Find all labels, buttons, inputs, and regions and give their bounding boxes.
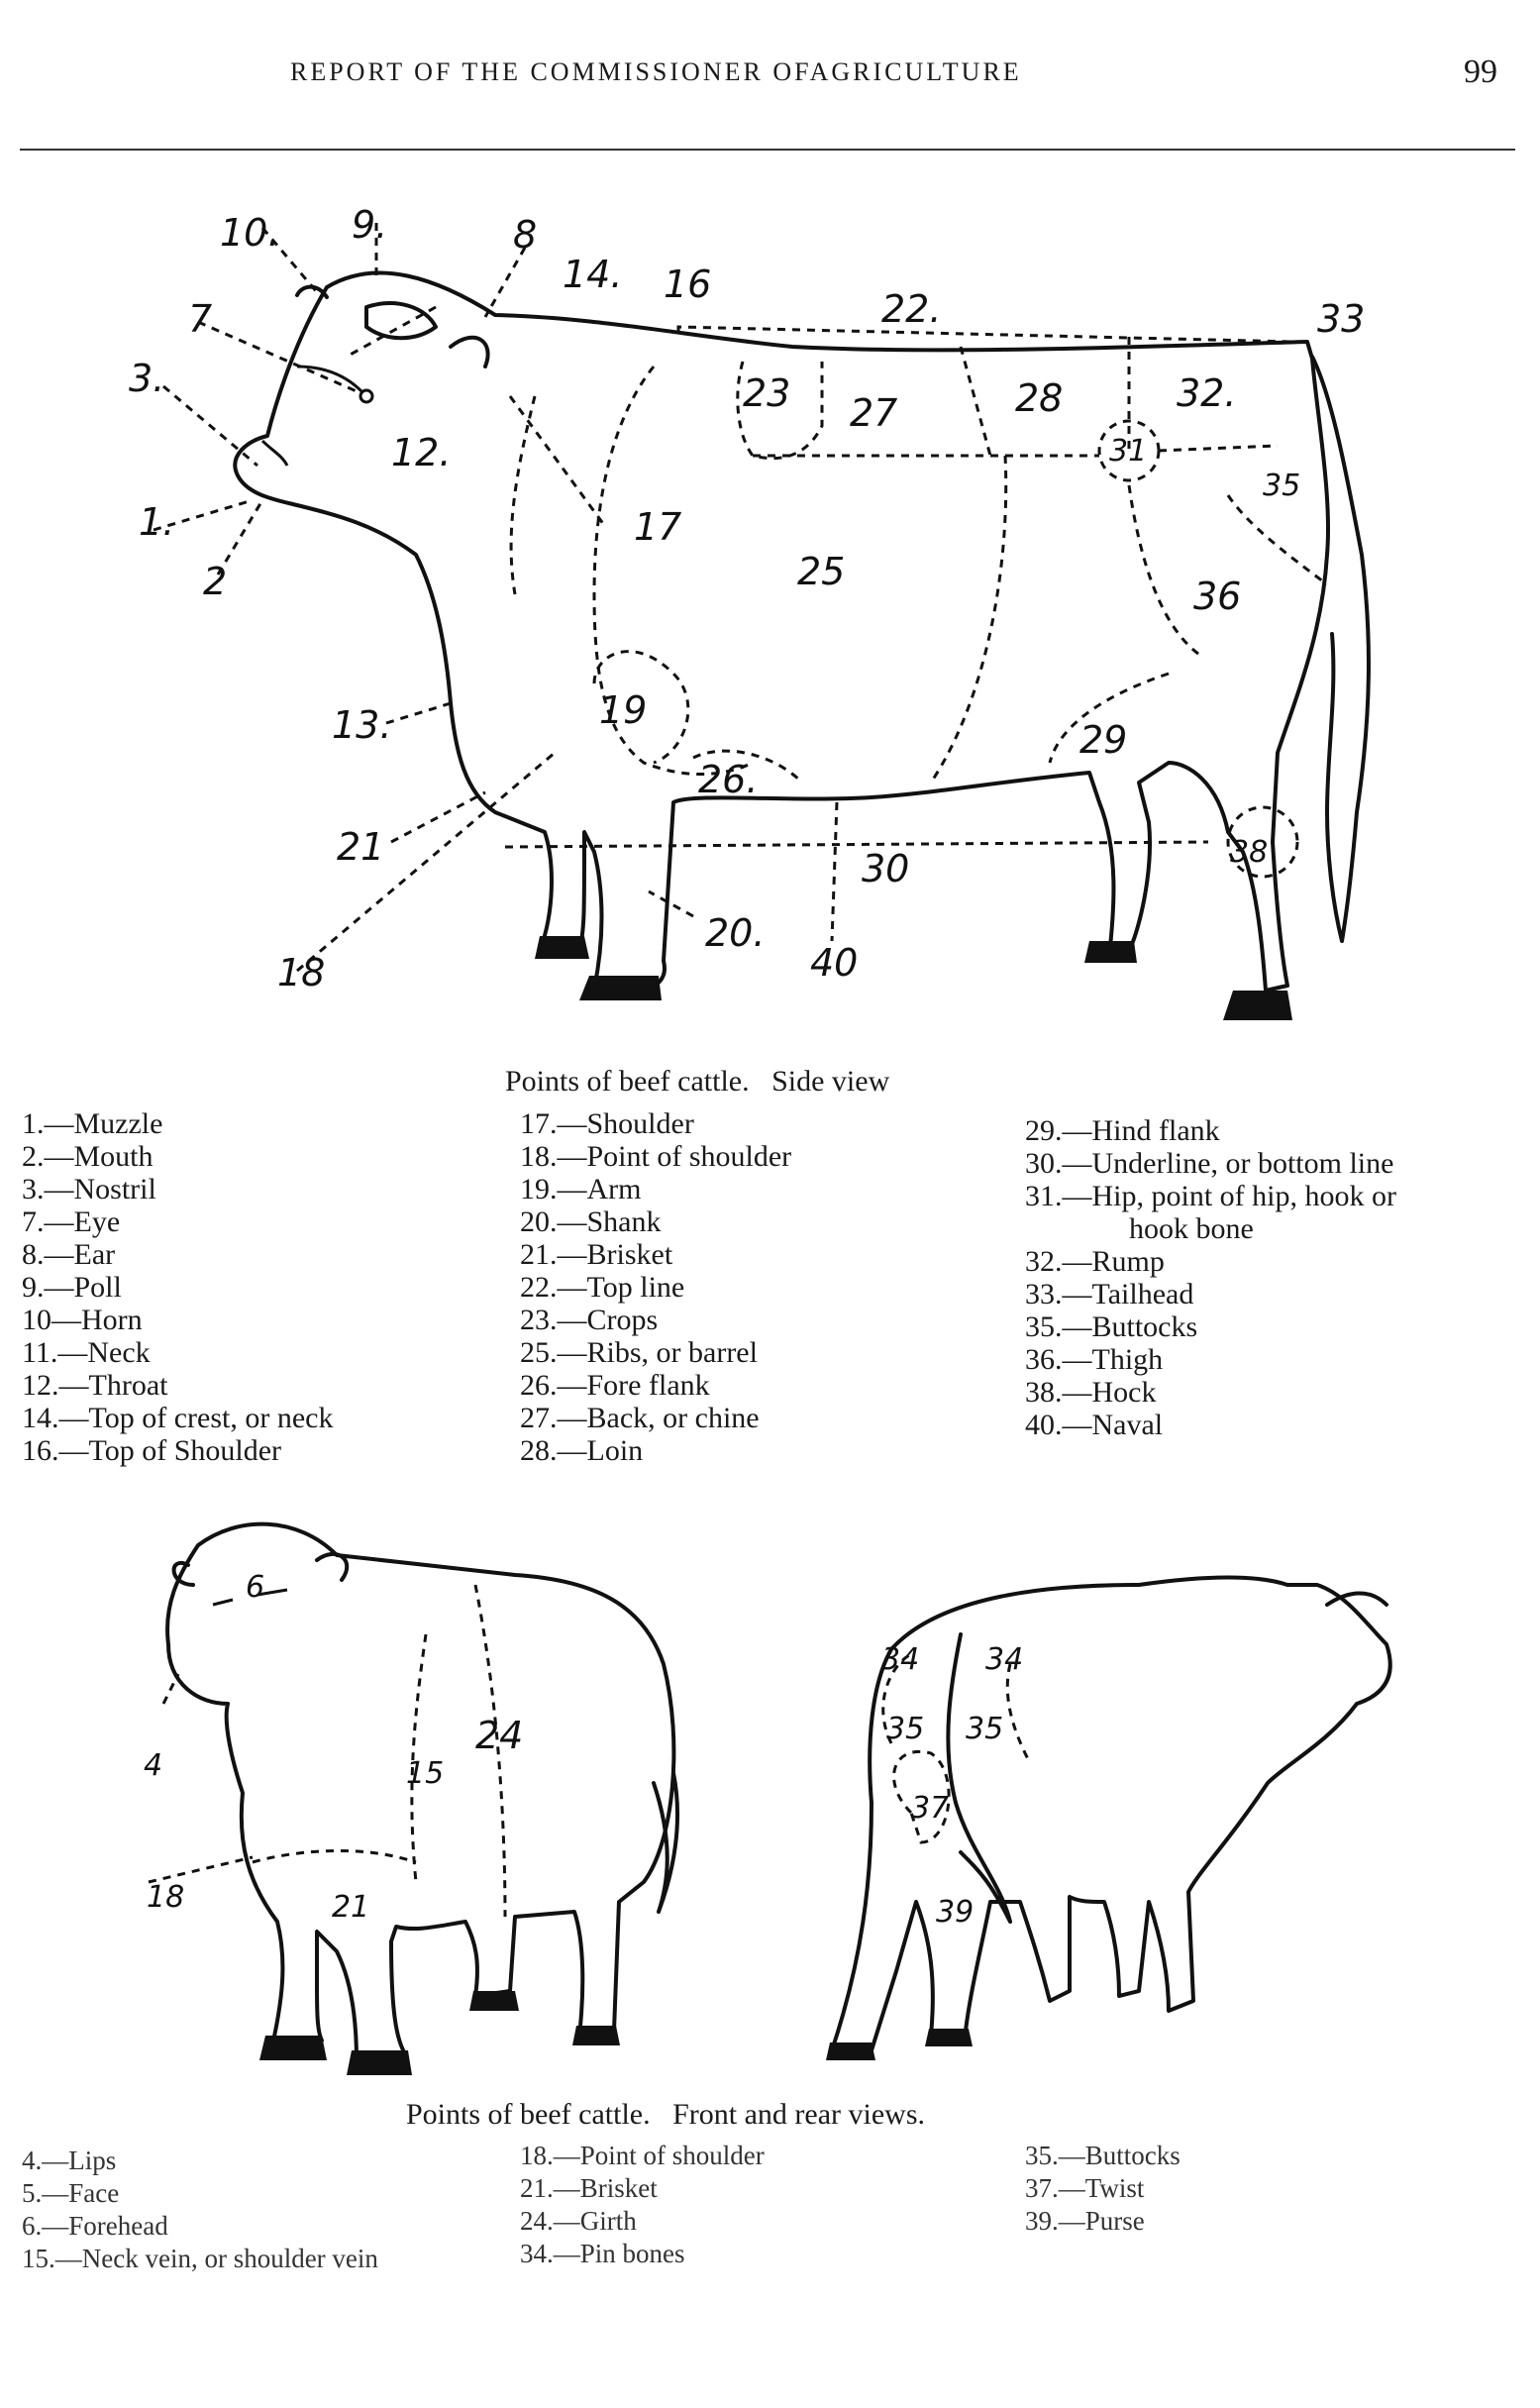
callout-25: 25 xyxy=(797,550,846,593)
legend-item: 29.—Hind flank xyxy=(1025,1114,1220,1147)
legend-item: 40.—Naval xyxy=(1025,1409,1164,1441)
side-legend-col1 xyxy=(22,1107,333,1467)
callout-23: 23 xyxy=(743,371,791,415)
legend-item: 26.—Fore flank xyxy=(520,1369,710,1402)
callout-36: 36 xyxy=(1193,575,1242,618)
callout-21-front: 21 xyxy=(332,1890,370,1925)
legend-item: 16.—Top of Shoulder xyxy=(22,1434,282,1467)
callout-10: 10. xyxy=(220,211,280,255)
legend-item: 20.—Shank xyxy=(520,1205,662,1238)
legend-item: 35.—Buttocks xyxy=(1025,2141,1181,2170)
callout-15: 15 xyxy=(406,1756,445,1791)
callout-12: 12. xyxy=(391,431,452,474)
legend-item: 8.—Ear xyxy=(22,1238,116,1271)
legend-item: 3.—Nostril xyxy=(22,1173,156,1205)
legend-item: 32.—Rump xyxy=(1025,1245,1165,1278)
callout-22: 22. xyxy=(881,287,942,331)
legend-item: 12.—Throat xyxy=(22,1369,168,1402)
legend-item: 4.—Lips xyxy=(22,2146,117,2175)
legend-item: 11.—Neck xyxy=(22,1336,151,1369)
legend-item: 14.—Top of crest, or neck xyxy=(22,1402,334,1434)
front-rear-caption: Points of beef cattle. Front and rear views. xyxy=(406,2098,926,2131)
side-legend-col2 xyxy=(520,1107,791,1467)
callout-21: 21 xyxy=(337,825,385,869)
callout-32: 32. xyxy=(1177,371,1237,415)
callout-37: 37 xyxy=(911,1791,950,1826)
callout-14: 14. xyxy=(563,253,623,296)
callout-7: 7 xyxy=(188,297,213,341)
front-view-cow xyxy=(144,1524,677,2075)
legend-item: 28.—Loin xyxy=(520,1434,644,1467)
legend-item: 17.—Shoulder xyxy=(520,1107,694,1140)
callout-1: 1. xyxy=(139,500,175,544)
callout-24: 24 xyxy=(475,1714,524,1757)
callout-34-left: 34 xyxy=(881,1642,920,1677)
callout-9: 9. xyxy=(352,203,388,247)
legend-item: 36.—Thigh xyxy=(1025,1343,1164,1376)
legend-item: 15.—Neck vein, or shoulder vein xyxy=(22,2244,378,2273)
front-rear-legend-col3 xyxy=(1025,2140,1181,2238)
callout-31: 31 xyxy=(1109,434,1148,469)
legend-item: 30.—Underline, or bottom line xyxy=(1025,1147,1394,1180)
callout-26: 26. xyxy=(698,758,759,801)
callout-8: 8 xyxy=(513,213,538,257)
callout-39: 39 xyxy=(936,1895,975,1930)
callout-33: 33 xyxy=(1317,297,1366,341)
legend-item: 21.—Brisket xyxy=(520,1238,673,1271)
legend-item: 24.—Girth xyxy=(520,2206,637,2236)
page-number: 99 xyxy=(1464,53,1497,90)
rear-view-cow xyxy=(826,1578,1390,2061)
running-title: REPORT OF THE COMMISSIONER OFAGRICULTURE xyxy=(290,57,1022,86)
callout-16: 16 xyxy=(664,262,712,306)
legend-item: 37.—Twist xyxy=(1025,2173,1145,2203)
callout-28: 28 xyxy=(1015,376,1064,420)
callout-6: 6 xyxy=(246,1570,265,1605)
callout-18-front: 18 xyxy=(147,1880,185,1915)
legend-item: 18.—Point of shoulder xyxy=(520,1140,792,1173)
page-header xyxy=(0,53,1540,97)
legend-item: 10—Horn xyxy=(22,1304,143,1336)
legend-item: 23.—Crops xyxy=(520,1304,659,1336)
callout-18: 18 xyxy=(277,951,326,995)
legend-item: 35.—Buttocks xyxy=(1025,1310,1198,1343)
side-legend-col3 xyxy=(1025,1114,1396,1441)
legend-item: 19.—Arm xyxy=(520,1173,642,1205)
legend-item: 5.—Face xyxy=(22,2178,120,2208)
legend-item: 2.—Mouth xyxy=(22,1140,154,1173)
legend-item: 7.—Eye xyxy=(22,1205,121,1238)
legend-item: 22.—Top line xyxy=(520,1271,685,1304)
callout-3: 3. xyxy=(129,357,165,400)
side-view-callouts xyxy=(129,203,1365,995)
callout-35: 35 xyxy=(1263,469,1301,503)
side-view-caption: Points of beef cattle. Side view xyxy=(505,1065,890,1098)
legend-item: 31.—Hip, point of hip, hook or xyxy=(1025,1180,1396,1212)
legend-item: 38.—Hock xyxy=(1025,1376,1157,1409)
header-rule xyxy=(20,149,1515,151)
callout-19: 19 xyxy=(599,688,648,732)
callout-35-right: 35 xyxy=(966,1712,1004,1746)
legend-item: 6.—Forehead xyxy=(22,2211,168,2241)
front-rear-legend-col1 xyxy=(22,2145,378,2275)
legend-item: 27.—Back, or chine xyxy=(520,1402,760,1434)
legend-item: 9.—Poll xyxy=(22,1271,122,1304)
legend-item: 18.—Point of shoulder xyxy=(520,2141,765,2170)
legend-item: 1.—Muzzle xyxy=(22,1107,163,1140)
legend-item: 33.—Tailhead xyxy=(1025,1278,1194,1310)
legend-item: 34.—Pin bones xyxy=(520,2239,685,2268)
callout-20: 20. xyxy=(705,911,766,955)
callout-38: 38 xyxy=(1230,835,1269,870)
callout-2: 2 xyxy=(203,560,228,603)
side-view-illustration xyxy=(0,158,1540,1208)
callout-17: 17 xyxy=(634,505,682,549)
callout-30: 30 xyxy=(862,847,910,890)
front-rear-legend-col2 xyxy=(520,2140,765,2270)
legend-item: 25.—Ribs, or barrel xyxy=(520,1336,758,1369)
front-rear-illustration xyxy=(0,1506,1540,2080)
callout-4: 4 xyxy=(144,1748,163,1783)
callout-29: 29 xyxy=(1079,718,1128,762)
callout-34-right: 34 xyxy=(985,1642,1024,1677)
legend-item: 21.—Brisket xyxy=(520,2173,658,2203)
callout-40: 40 xyxy=(810,941,859,985)
callout-27: 27 xyxy=(850,391,898,435)
callout-35-left: 35 xyxy=(886,1712,925,1746)
legend-item: 39.—Purse xyxy=(1025,2206,1145,2236)
callout-13: 13. xyxy=(332,703,392,747)
legend-item: hook bone xyxy=(1129,1212,1254,1245)
